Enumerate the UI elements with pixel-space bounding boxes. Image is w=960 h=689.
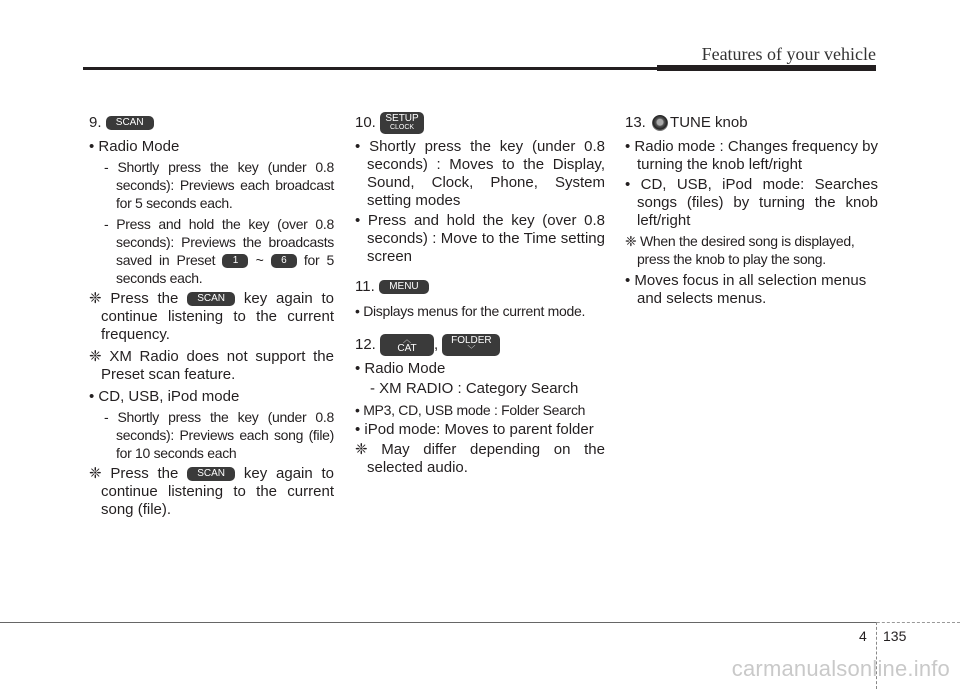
menu-button-icon: MENU: [379, 280, 429, 294]
column-2: [355, 112, 605, 481]
item-number: 9.: [89, 114, 102, 131]
chapter-number: 4: [859, 628, 867, 644]
comma: ,: [434, 336, 439, 353]
radio-tune-bullet: • Radio mode : Changes frequency by turning the knob left/right: [625, 138, 878, 173]
column-1: [89, 112, 334, 523]
radio-mode-bullet: • Radio Mode: [355, 360, 446, 377]
setup-clock-button-icon: [380, 112, 424, 134]
cat-label: CAT: [397, 343, 417, 354]
note-text-b: key again to continue listening to the current song (file).: [101, 465, 334, 518]
scan-hold-text-b: for 5 seconds each.: [116, 252, 335, 286]
preset-1-button-icon: 1: [222, 254, 248, 268]
item-10-heading: [355, 112, 605, 134]
menu-bullet: • Displays menus for the current mode.: [355, 303, 586, 319]
watermark: carmanualsonline.info: [731, 656, 950, 681]
cd-scan-text: - Shortly press the key (under 0.8 seconds): Previews each song (file) for 10 seconds each: [104, 409, 334, 461]
scan-hold-text-a: - Press and hold the key (over 0.8 seconds): Previews the broadcasts saved in Preset: [104, 216, 334, 268]
scan-short-press-text: - Shortly press the key (under 0.8 seconds): Previews each broadcast for 5 seconds each.: [104, 159, 334, 211]
folder-button-icon: [442, 334, 500, 356]
scan-again-song-note: [89, 465, 334, 519]
setup-hold-bullet: • Press and hold the key (over 0.8 seconds) : Move to the Time setting screen: [355, 212, 605, 265]
item-12-heading: [355, 334, 605, 356]
cd-tune-bullet: • CD, USB, iPod mode: Searches songs (files) by turning the knob left/right: [625, 176, 878, 229]
setup-label: SETUP: [385, 113, 419, 124]
item-9-heading: [89, 112, 334, 134]
tune-knob-label: TUNE knob: [670, 114, 748, 131]
header-rule-accent: [657, 65, 876, 71]
differ-note: ❈ May differ depending on the selected audio.: [355, 441, 605, 476]
scan-again-note: [89, 290, 334, 344]
tilde: ~: [255, 252, 264, 268]
note-text-a: ❈ Press the: [89, 465, 179, 482]
item-11-heading: [355, 276, 605, 298]
xm-category-text: - XM RADIO : Category Search: [370, 380, 579, 397]
folder-search-bullet: • MP3, CD, USB mode : Folder Search: [355, 402, 586, 418]
preset-6-button-icon: 6: [271, 254, 297, 268]
scan-button-icon: SCAN: [187, 292, 235, 306]
chevron-down-icon: ﹀: [467, 345, 476, 354]
item-number: 12.: [355, 336, 376, 353]
folder-label: FOLDER: [451, 335, 492, 346]
chevron-up-icon: ︿: [403, 335, 412, 344]
xm-radio-note: ❈ XM Radio does not support the Preset scan feature.: [89, 348, 334, 383]
clock-label: CLOCK: [389, 124, 415, 131]
cd-usb-ipod-bullet: • CD, USB, iPod mode: [89, 388, 240, 405]
item-number: 13.: [625, 114, 646, 131]
page-number: 135: [883, 628, 907, 644]
note-text-b: key again to continue listening to the current frequency.: [101, 290, 334, 343]
footer-rule-solid: [0, 622, 876, 623]
item-13-heading: [625, 112, 878, 134]
note-text-a: ❈ Press the: [89, 290, 179, 307]
ipod-bullet: • iPod mode: Moves to parent folder: [355, 421, 594, 438]
scan-button-icon: SCAN: [187, 467, 235, 481]
tune-knob-icon: [652, 115, 668, 131]
focus-bullet: • Moves focus in all selection menus and selects menus.: [625, 272, 867, 307]
setup-short-press-bullet: • Shortly press the key (under 0.8 seconds) : Moves to the Display, Sound, Clock, Phone, System setting modes: [355, 138, 605, 209]
column-3: [625, 112, 878, 310]
header-title: Features of your vehicle: [701, 44, 876, 64]
play-song-note: ❈ When the desired song is displayed, press the knob to play the song.: [625, 233, 855, 267]
cat-button-icon: [380, 334, 434, 356]
item-number: 10.: [355, 114, 376, 131]
item-number: 11.: [355, 278, 375, 295]
scan-hold-text: [96, 215, 334, 287]
scan-button-icon: SCAN: [106, 116, 154, 130]
radio-mode-bullet: • Radio Mode: [89, 138, 180, 155]
